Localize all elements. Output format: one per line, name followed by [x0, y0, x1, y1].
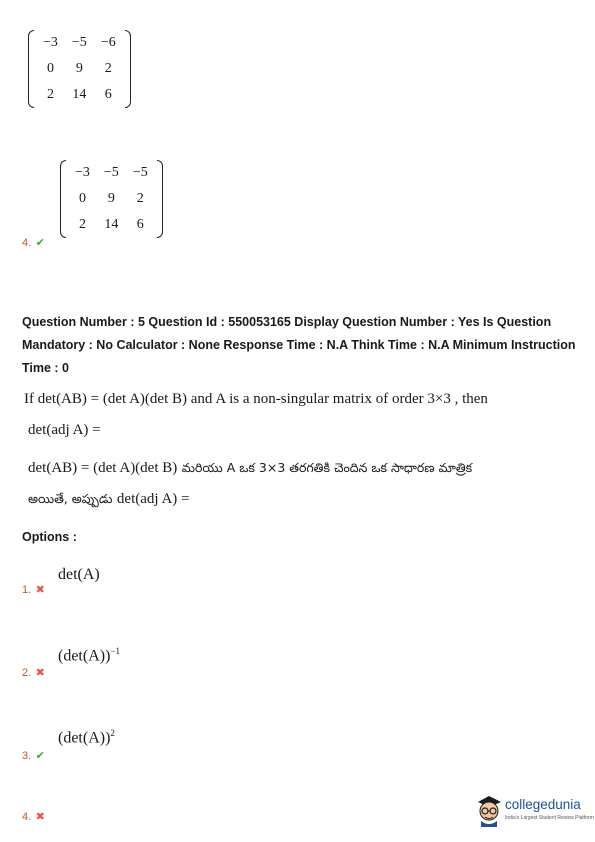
question-meta-line: Mandatory : No Calculator : None Response Time : N.A Think Time : N.A Minimum Instruction: [22, 338, 576, 352]
matrix-cell: −3: [75, 165, 90, 180]
matrix-cell: 14: [72, 87, 87, 102]
collegedunia-logo: [475, 793, 594, 831]
question-telugu-text: మరియు A ఒక 3×3 తరగతికి చెందిన ఒక సాధారణ మాత్రిక: [181, 460, 473, 475]
matrix-cell: 2: [104, 61, 112, 76]
matrix-cell: 2: [136, 191, 144, 206]
option-number: 4.: [22, 811, 32, 823]
matrix-cell: 9: [75, 61, 83, 76]
option-number: 4.: [22, 237, 32, 249]
option-expression-base: (det(A)): [58, 729, 111, 747]
option-number: 1.: [22, 584, 32, 596]
wrong-cross-icon: ✖: [35, 584, 45, 596]
option-expression-exponent: −1: [110, 646, 120, 656]
matrix-cell: −5: [132, 165, 148, 180]
option-number: 2.: [22, 667, 32, 679]
question-meta-line: Question Number : 5 Question Id : 550053165 Display Question Number : Yes Is Question: [22, 315, 552, 329]
matrix-cell: 0: [78, 191, 86, 206]
logo-tagline: India's Largest Student Review Platform: [505, 815, 594, 821]
wrong-cross-icon: ✖: [35, 667, 45, 679]
matrix-cell: 0: [46, 61, 54, 76]
question-text-en-1: If det(AB) = (det A)(det B) and A is a non-singular matrix of order 3×3 , then: [24, 391, 488, 407]
option4-number: [22, 233, 45, 251]
matrix-cell: −5: [103, 165, 119, 180]
matrix-cell: 9: [107, 191, 115, 206]
question-meta: [22, 311, 582, 380]
correct-check-icon: ✔: [35, 750, 45, 762]
question-math: det(AB) = (det A)(det B): [28, 460, 178, 476]
matrix-cell: 6: [136, 217, 144, 232]
question-text-en-2: det(adj A) =: [28, 422, 101, 438]
question-text-te-1: [28, 459, 472, 479]
option-number: 3.: [22, 750, 32, 762]
logo-name: collegedunia: [505, 797, 581, 812]
wrong-cross-icon: ✖: [35, 811, 45, 823]
option4-marker: [22, 807, 45, 825]
matrix-cell: 6: [104, 87, 112, 102]
option3-expression: [58, 728, 115, 747]
question-telugu-text: అయితే, అప్పుడు: [28, 491, 113, 506]
question-text-te-2: [28, 490, 190, 510]
matrix-cell: 14: [104, 217, 119, 232]
option3-marker: [22, 746, 45, 764]
matrix-cell: 2: [78, 217, 86, 232]
question-math: det(adj A) =: [116, 491, 190, 507]
correct-check-icon: ✔: [35, 237, 45, 249]
question-meta-line: Time : 0: [22, 361, 70, 375]
option1-expression: [58, 566, 100, 584]
option2-expression: [58, 646, 120, 665]
option4-matrix: [60, 160, 163, 238]
options-label: Options :: [22, 530, 77, 544]
matrix-cell: −5: [71, 35, 87, 50]
option-expression-base: det(A): [58, 566, 100, 583]
option-expression-exponent: 2: [110, 728, 115, 738]
matrix-cell: −3: [43, 35, 58, 50]
option3-matrix: [28, 30, 131, 108]
option2-marker: [22, 663, 45, 681]
mascot-icon: [475, 793, 503, 827]
matrix-cell: −6: [100, 35, 116, 50]
matrix-cell: 2: [46, 87, 54, 102]
option1-marker: [22, 580, 45, 598]
option-expression-base: (det(A)): [58, 647, 111, 665]
